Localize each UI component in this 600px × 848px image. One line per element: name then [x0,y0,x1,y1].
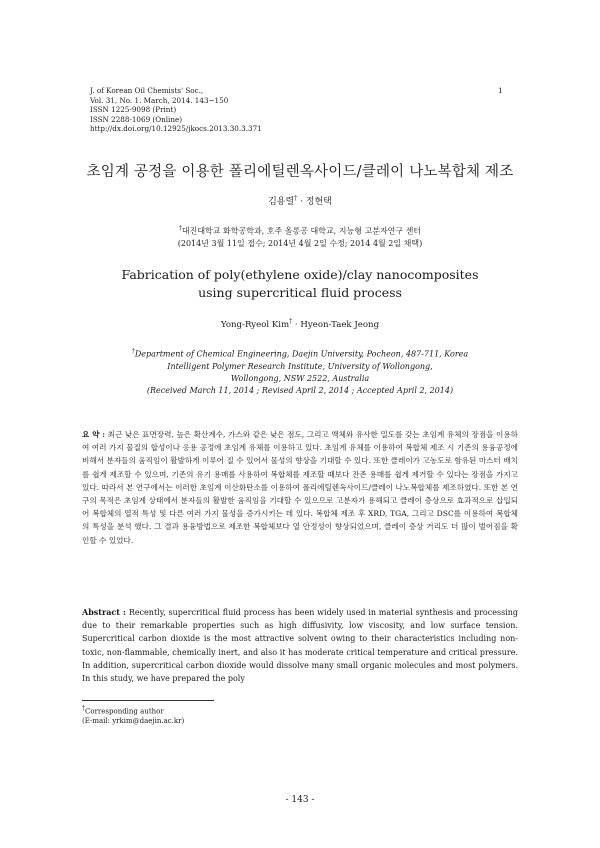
affiliation-en-line-1: Department of Chemical Engineering, Daejin University, Pocheon, 487-711, Korea [134,349,469,359]
english-title [0,266,600,302]
english-abstract [82,606,518,685]
author-1-ko: 김용렬 [268,197,295,207]
page-folio: - 143 - [285,795,315,805]
english-abstract-text: Recently, supercritical fluid process has been widely used in material synthesis and processing due to their remarkable properties such as high diffusivity, low viscosity, and low surface tension. Supercritical carbon dioxide is the most attractive solvent owing to their characteristics including non-toxic, non-flammable, chemically inert, and also it has moderate critical temperature and critical pressure. In addition, supercritical carbon dioxide would dissolve many small organic molecules and most polymers. In this study, we have prepared the poly [82,608,518,684]
issn-print: ISSN 1225-9098 (Print) [90,105,177,115]
footnote-mark: † [82,705,85,712]
affiliation-mark: † [178,225,182,232]
footnote [82,704,184,726]
english-abstract-label: Abstract : [82,607,126,617]
author-separator: · [297,197,306,207]
corresponding-mark: † [294,195,298,202]
author-1-en: Yong-Ryeol Kim [220,319,290,330]
footnote-divider [82,700,214,701]
issn-online: ISSN 2288-1069 (Online) [90,114,183,124]
korean-abstract-label: 요 약 : [82,430,106,439]
corresponding-mark-en: † [289,318,293,325]
english-title-line-2: using supercritical fluid process [198,285,402,300]
author-2-en: Hyeon-Taek Jeong [300,319,380,330]
korean-abstract [82,428,518,547]
doi-link[interactable]: http://dx.doi.org/10.12925/jkocs.2013.30.3.371 [90,124,262,134]
received-dates-ko: (2014년 3월 11일 접수; 2014년 4월 2일 수정; 2014 4월 2일 채택) [177,238,423,248]
korean-authors [0,194,600,207]
english-title-line-1: Fabrication of poly(ethylene oxide)/clay nanocomposites [121,267,479,282]
affiliation-ko-line: 대진대학교 화학공학과, 호주 올롱공 대학교, 지능형 고분자연구 센터 [181,226,422,236]
author-separator-en: · [292,319,301,330]
received-dates-en: (Received March 11, 2014 ; Revised April 2, 2014 ; Accepted April 2, 2014) [146,385,454,395]
korean-affiliation [0,223,600,250]
journal-volume: Vol. 31, No. 1. March, 2014. 143~150 [90,95,229,105]
author-2-ko: 정현택 [305,197,332,207]
affiliation-en-line-3: Wollongong, NSW 2522, Australia [230,373,370,383]
page-number: 1 [498,86,503,95]
footnote-email: (E-mail: yrkim@daejin.ac.kr) [82,717,185,726]
english-affiliation [0,346,600,397]
journal-name: J. of Korean Oil Chemists' Soc., [90,86,204,95]
korean-title: 초임계 공정을 이용한 폴리에틸렌옥사이드/클레이 나노복합체 제조 [86,164,514,180]
affiliation-en-line-2: Intelligent Polymer Research Institute, University of Wollongong, [167,361,433,371]
korean-abstract-text: 최근 낮은 표면장력, 높은 확산계수, 가스와 같은 낮은 점도, 그리고 액체와 유사한 밀도를 갖는 초임계 유체의 장점을 이용하여 여러 가지 물질의 합성이나 응용 공정에 초임계 유체를 이용하고 있다. 초임계 유체를 이용하여 복합체 제조 시 기존의 용융공정에 비해서 분자들의 움직임이 활발하게 이루어 질 수 있어서 물성의 향상을 기대할 수 있다. 또한 클레이가 고농도로 함유된 마스터 배치를 쉽게 제조할 수 있으며, 기존의 유기 용매를 사용하여 복합체를 제조할 때보다 잔존 용매를 쉽게 제거할 수 있다는 장점을 가지고 있다. 따라서 본 연구에서는 이러한 초임계 이산화탄소를 이용하여 폴리에틸렌옥사이드/클레이 나노복합체를 제조하였다. 또한 본 연구의 목적은 초임계 상태에서 분자들의 활발한 움직임을 기대할 수 있으므로 고분자가 용해되고 클레이 층상으로 효과적으로 삽입되어 복합체의 열적 특성 및 다른 여러 가지 물성을 증가시키는 데 있다. 복합체 제조 후 XRD, TGA, 그리고 DSC를 이용하여 복합체의 특성을 분석 했다. 그 결과 용융방법으로 제조한 복합체보다 열 안정성이 향상되었으며, 클레이 층상 거리도 더 많이 벌어짐을 확인할 수 있었다. [82,430,518,545]
english-authors [0,318,600,330]
affiliation-mark-en: † [131,348,135,355]
journal-info [90,86,390,134]
footnote-label: Corresponding author [85,707,164,716]
